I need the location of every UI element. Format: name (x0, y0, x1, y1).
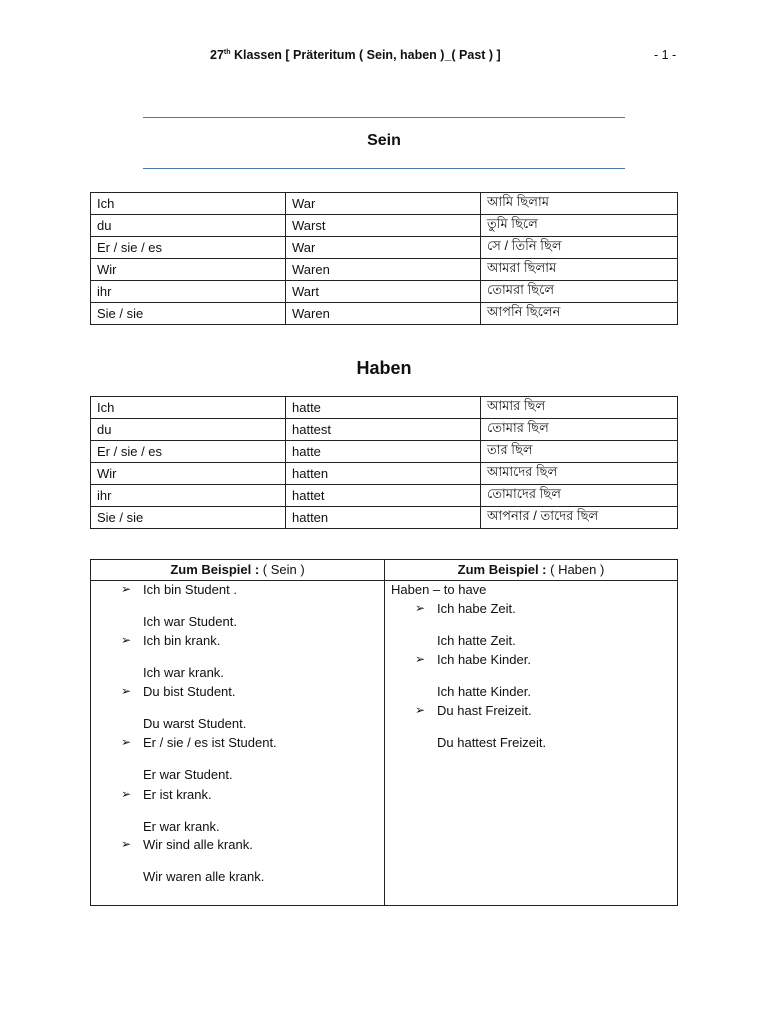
past-example: Ich hatte Zeit. (437, 633, 516, 648)
translation-cell: আমাদের ছিল (481, 463, 678, 485)
verb-form-cell: hatte (286, 397, 481, 419)
past-example: Du hattest Freizeit. (437, 735, 547, 750)
translation-cell: তার ছিল (481, 441, 678, 463)
verb-form-cell: War (286, 193, 481, 215)
table-row (91, 419, 678, 441)
table-row (91, 259, 678, 281)
present-example: Wir sind alle krank. (143, 837, 253, 852)
past-example: Du warst Student. (143, 716, 247, 731)
arrow-bullet-icon: ➢ (121, 787, 132, 801)
translation-cell: আমার ছিল (481, 397, 678, 419)
translation-cell: আপনি ছিলেন (481, 303, 678, 325)
sein-table (90, 192, 678, 325)
verb-form-cell: hatten (286, 463, 481, 485)
pronoun-cell: Sie / sie (91, 507, 286, 529)
verb-form-cell: hatten (286, 507, 481, 529)
bottom-rule (143, 168, 625, 169)
table-row (91, 485, 678, 507)
translation-cell: সে / তিনি ছিল (481, 237, 678, 259)
verb-form-cell: Waren (286, 259, 481, 281)
document-title: 27th Klassen [ Präteritum ( Sein, haben )_( Past ) ] (210, 48, 501, 62)
pronoun-cell: Wir (91, 463, 286, 485)
examples-table (90, 559, 678, 906)
pronoun-cell: Wir (91, 259, 286, 281)
pronoun-cell: Sie / sie (91, 303, 286, 325)
verb-form-cell: Wart (286, 281, 481, 303)
page-header (0, 48, 768, 66)
pronoun-cell: Ich (91, 397, 286, 419)
past-example: Wir waren alle krank. (143, 869, 265, 884)
table-row (91, 397, 678, 419)
verb-form-cell: War (286, 237, 481, 259)
translation-cell: তোমাদের ছিল (481, 485, 678, 507)
past-example: Ich war krank. (143, 665, 224, 680)
table-row (91, 463, 678, 485)
sein-examples-column (91, 560, 385, 905)
present-example: Du hast Freizeit. (437, 703, 532, 718)
sein-examples-heading: Zum Beispiel : ( Sein ) (91, 560, 384, 581)
arrow-bullet-icon: ➢ (121, 837, 132, 851)
arrow-bullet-icon: ➢ (121, 582, 132, 596)
arrow-bullet-icon: ➢ (415, 703, 426, 717)
present-example: Ich habe Kinder. (437, 652, 531, 667)
pronoun-cell: du (91, 215, 286, 237)
translation-cell: তোমার ছিল (481, 419, 678, 441)
past-example: Er war Student. (143, 767, 233, 782)
verb-form-cell: hatte (286, 441, 481, 463)
table-row (91, 441, 678, 463)
table-row (91, 303, 678, 325)
top-rule (143, 117, 625, 118)
pronoun-cell: ihr (91, 485, 286, 507)
translation-cell: আপনার / তাদের ছিল (481, 507, 678, 529)
past-example: Ich war Student. (143, 614, 237, 629)
present-example: Ich bin krank. (143, 633, 221, 648)
present-example: Ich habe Zeit. (437, 601, 516, 616)
haben-intro: Haben – to have (391, 582, 487, 597)
pronoun-cell: ihr (91, 281, 286, 303)
translation-cell: আমরা ছিলাম (481, 259, 678, 281)
verb-form-cell: Warst (286, 215, 481, 237)
present-example: Ich bin Student . (143, 582, 237, 597)
pronoun-cell: du (91, 419, 286, 441)
verb-form-cell: hattet (286, 485, 481, 507)
arrow-bullet-icon: ➢ (415, 652, 426, 666)
present-example: Er / sie / es ist Student. (143, 735, 277, 750)
past-example: Ich hatte Kinder. (437, 684, 531, 699)
translation-cell: তুমি ছিলে (481, 215, 678, 237)
pronoun-cell: Er / sie / es (91, 441, 286, 463)
translation-cell: তোমরা ছিলে (481, 281, 678, 303)
table-row (91, 237, 678, 259)
table-row (91, 193, 678, 215)
haben-examples-heading: Zum Beispiel : ( Haben ) (385, 560, 677, 581)
haben-table (90, 396, 678, 529)
arrow-bullet-icon: ➢ (121, 684, 132, 698)
table-row (91, 281, 678, 303)
arrow-bullet-icon: ➢ (415, 601, 426, 615)
translation-cell: আমি ছিলাম (481, 193, 678, 215)
pronoun-cell: Ich (91, 193, 286, 215)
sein-title: Sein (367, 132, 401, 149)
page-number: - 1 - (654, 48, 677, 62)
verb-form-cell: hattest (286, 419, 481, 441)
arrow-bullet-icon: ➢ (121, 633, 132, 647)
present-example: Er ist krank. (143, 787, 212, 802)
table-row (91, 215, 678, 237)
table-row (91, 507, 678, 529)
pronoun-cell: Er / sie / es (91, 237, 286, 259)
arrow-bullet-icon: ➢ (121, 735, 132, 749)
present-example: Du bist Student. (143, 684, 236, 699)
past-example: Er war krank. (143, 819, 220, 834)
haben-title: Haben (356, 358, 412, 378)
verb-form-cell: Waren (286, 303, 481, 325)
haben-examples-column (385, 560, 677, 905)
